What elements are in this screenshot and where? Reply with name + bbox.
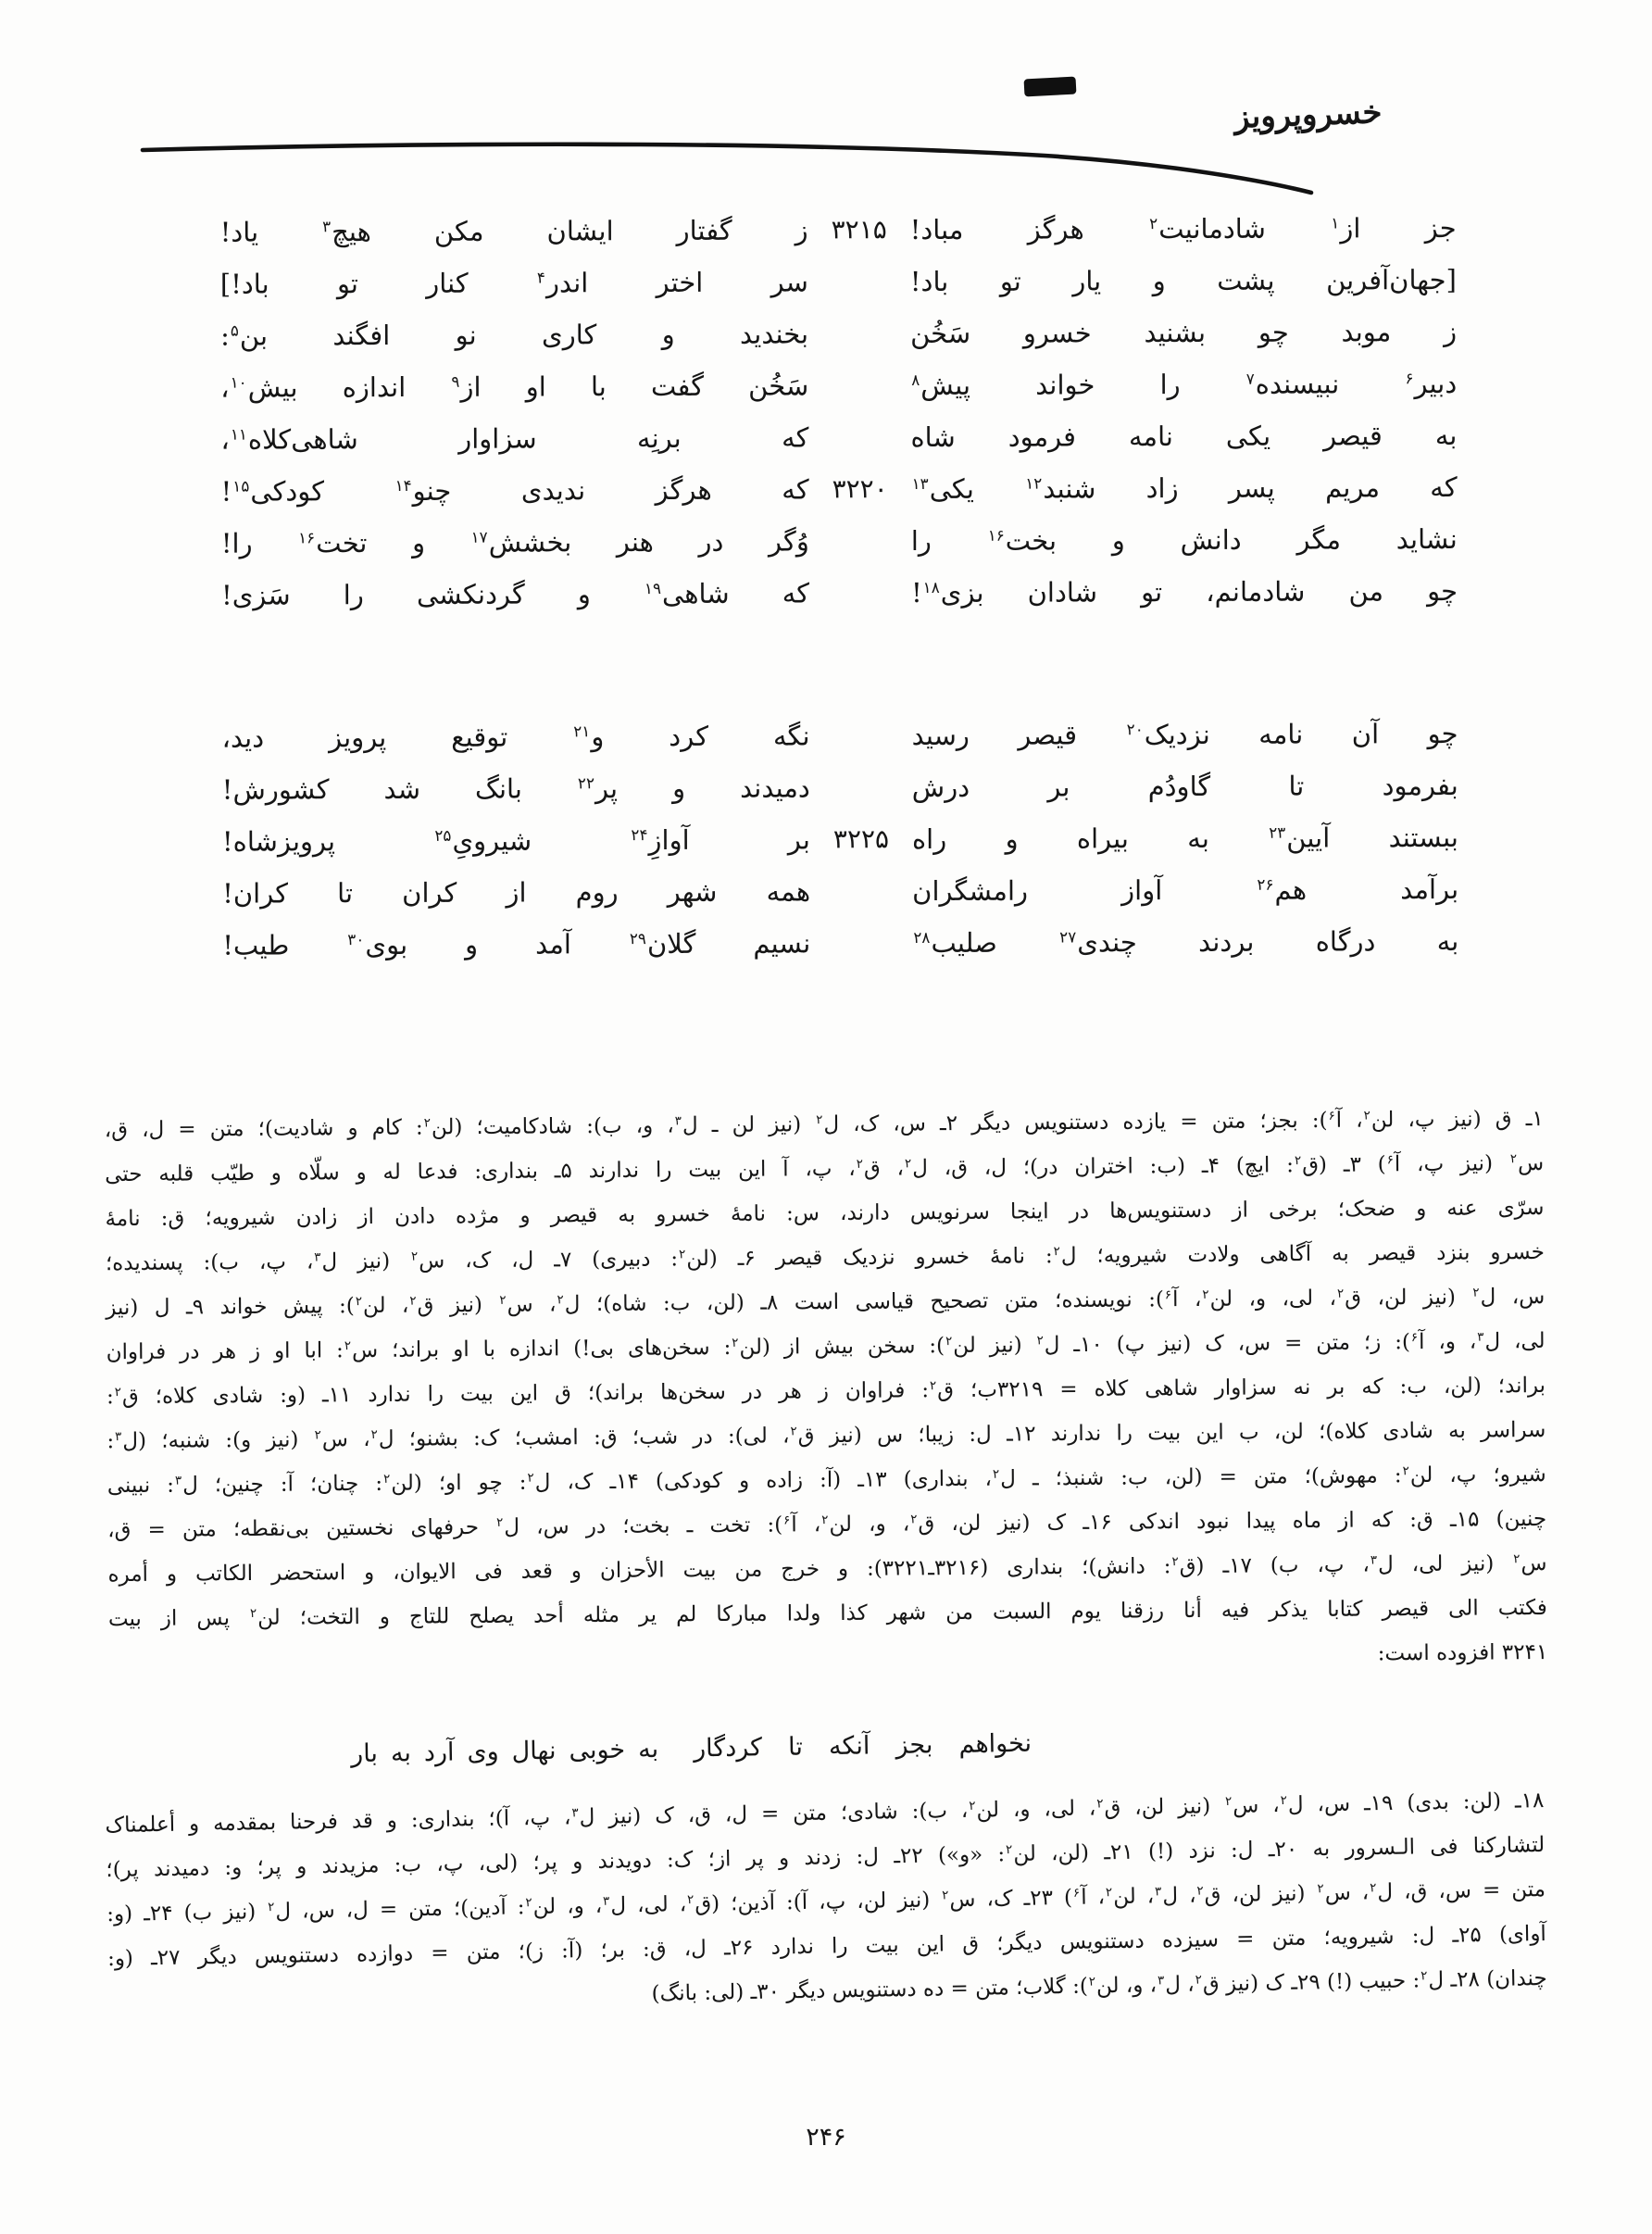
hemistich-first: ز موبد چو بشنید خسرو سَخُن <box>909 316 1458 350</box>
footnote-line: چندان) ۲۸ـ ل$^۲$: حبیب (!) ۲۹ـ ک (نیز ق$^۲$، ل$^۳$، و، لن$^۲$): گلاب؛ متن = ده دستنویس دیگر ۳۰ـ (لی: بانگ) <box>651 1965 1547 2006</box>
hemistich-second: بخندید و کاری نو افگند بن$^۵$: <box>219 318 809 352</box>
verse-number <box>809 515 911 567</box>
verse-number: ۳۲۲۵ <box>832 823 890 855</box>
verse-row <box>221 358 1457 414</box>
hemistich-second: که شاهی$^{۱۹}$ و گردنکشی را سَزی! <box>220 577 810 611</box>
verse-row <box>223 915 1458 972</box>
poem-group-2 <box>222 708 1458 972</box>
page-content <box>0 202 1652 2152</box>
hemistich-first: چو آن نامه نزدیک$^{۲۰}$ قیصر رسید <box>911 717 1458 752</box>
verse-number: ۳۲۱۵ <box>831 214 887 245</box>
verse-row <box>223 863 1458 920</box>
verse-number <box>808 359 910 411</box>
footnote-line: ۱۸ـ (لن: بدی) ۱۹ـ س، ل$^۲$، س$^۲$ (نیز لن، ق$^۲$، لی، و، لن$^۲$، ب): شادی؛ متن = ل، ق، ک (نیز ل$^۳$، پ، آ)؛ بنداری: و قد فرحنا بمقدمه و أعلمناک <box>105 1788 1545 1839</box>
footnotes-block-1 <box>105 1097 1548 1686</box>
poem-section <box>221 202 1459 972</box>
inserted-verse-second: به خوبی نهال وی آرد به بار <box>350 1735 659 1769</box>
footnote-line: س$^۲$ (نیز پ، آ$^۶$) ۳ـ (ق$^۲$: ایچ) ۴ـ (ب: اختران در)؛ ل، ق، ل$^۲$، ق$^۲$، پ، آ این بیت را ندارند ۵ـ بنداری: فدعا له و سلّاه و طیّب قلبه حتی <box>105 1151 1545 1187</box>
hemistich-second: بر آوازِ$^{۲۴}$ شیرویِ$^{۲۵}$ پرویزشاه! <box>221 823 811 858</box>
footnote-line: خسرو بنزد قیصر به آگاهی ولادت شیرویه؛ ل$^۲$: نامهٔ خسرو نزدیک قیصر ۶ـ (لن$^۲$: دبیری) ۷ـ ل، ک، س$^۲$ (نیز ل$^۳$، پ، ب): پسندیده؛ <box>105 1240 1545 1276</box>
verse-number <box>808 307 910 359</box>
footnote-line: لتشارکنا فی الـسرور به ۲۰ـ ل: نزد (!) ۲۱ـ (لن، لن$^۲$: «و») ۲۲ـ ل: زدند و پر از؛ ک: دویدند و پر؛ (لی، پ، ب: مزیدند و پر؛ و: دمیدند پر)؛ <box>106 1833 1546 1883</box>
hemistich-first: [جهان‌آفرین پشت و یار تو باد! <box>909 264 1457 298</box>
ink-smudge <box>1024 77 1077 97</box>
footnote-line: سرّی عنه و ضحک؛ برخی از دستنویس‌ها در اینجا سرنویس دارند، س: نامهٔ خسرو به قیصر و مژده دادن از زادن شیرویه؛ ق: نامهٔ <box>105 1196 1545 1232</box>
inserted-verse <box>106 1717 1546 1776</box>
hemistich-first: چو من شادمانم، تو شادان بزی$^{۱۸}$! <box>910 575 1458 609</box>
footnote-line: سراسر به شادی کلاه)؛ لن، ب این بیت را ندارند ۱۲ـ ل: زیبا؛ س (نیز ق$^۲$، لی): در شب؛ ق: امشب؛ ک: بشنو؛ ل$^۲$، س$^۲$ (نیز و): شنبه؛ (ل$^۳$: <box>106 1417 1546 1454</box>
hemistich-second: وُگر در هنر بخشش$^{۱۷}$ و تخت$^{۱۶}$ را! <box>220 525 809 559</box>
verse-number <box>810 917 912 969</box>
verse-number <box>809 567 911 619</box>
footnote-line: ۳۲۴۱ افزوده است: <box>1377 1639 1548 1666</box>
verse-number: ۳۲۲۰ <box>832 473 888 505</box>
footnote-line: س، ل$^۲$ (نیز لن، ق$^۲$، لی، و، لن$^۲$، آ$^۶$): نویسنده؛ متن تصحیح قیاسی است ۸ـ (لن، ب: شاه)؛ ل$^۲$، س$^۲$ (نیز ق$^۲$، لن$^۲$): پیش خواند ۹ـ ل (نیز <box>106 1285 1546 1321</box>
footnote-line: متن = س، ق، ل$^۲$، س$^۲$ (نیز لن، ق$^۲$، ل$^۳$، لن$^۲$، آ$^۶$) ۲۳ـ ک، س$^۲$ (نیز لن، پ، آ): آذین؛ (ق$^۲$، لی، ل$^۳$، و، لن$^۲$: آدین)؛ متن = ل، س، ل$^۲$ (نیز ب) ۲۴ـ (و: <box>106 1877 1546 1927</box>
hemistich-second: دمیدند و پر$^{۲۲}$ بانگ شد کشورش! <box>221 772 810 806</box>
hemistich-first: به قیصر یکی نامه فرمود شاه <box>910 420 1458 454</box>
verse-row <box>223 759 1458 816</box>
inserted-verse-first: نخواهم بجز آنکه تا کردگار <box>693 1728 1032 1763</box>
verse-row <box>222 461 1458 518</box>
hemistich-first: به درگاه بردند چندی$^{۲۷}$ صلیب$^{۲۸}$ <box>913 924 1459 959</box>
verse-row <box>222 513 1458 570</box>
verse-row <box>221 254 1457 310</box>
hemistich-second: ز گفتار ایشان مکن هیچ$^۳$ یاد! <box>219 214 808 248</box>
header-rule <box>137 135 1322 200</box>
hemistich-second: سَخُن گفت با او از$^۹$ اندازه بیش$^{۱۰}$، <box>220 370 809 404</box>
footnote-line: لی، ل$^۳$، و، آ$^۶$): ز؛ متن = س، ک (نیز پ) ۱۰ـ ل$^۲$ (نیز لن$^۲$): سخن بیش از (لن$^۲$: سخن‌های بی!) اندازه با او براند؛ س$^۲$: ابا او ز هر در فراوان <box>106 1329 1546 1365</box>
hemistich-second: نگه کرد و$^{۲۱}$ توقیع پرویز دید، <box>221 720 810 754</box>
verse-number <box>810 865 912 917</box>
hemistich-second: که برنِه سزاوار شاهی‌کلاه$^{۱۱}$، <box>220 421 809 456</box>
poem-group-1 <box>221 202 1458 621</box>
footnote-line: شیرو؛ پ، لن$^۲$: مهوش)؛ متن = (لن، ب: شنبذ؛ ـ ل$^۲$، بنداری) ۱۳ـ (آ: زاده و کودکی) ۱۴ـ ک، ل$^۲$: چو او؛ (لن$^۲$: چنان؛ آ: چنین؛ ل$^۳$: نبینی <box>106 1462 1546 1499</box>
verse-row <box>221 306 1457 362</box>
verse-number <box>809 709 911 761</box>
hemistich-second: که هرگز ندیدی چنو$^{۱۴}$ کودکی$^{۱۵}$! <box>220 473 809 508</box>
footnote-line: چنین) ۱۵ـ ق: که از ماه پیدا نبود اندکی ۱۶ـ ک (نیز لن، ق$^۲$، و، لن$^۲$، آ$^۶$): تخت ـ بخت؛ در س، ل$^۲$ حرفهای نخستین بی‌نقطه؛ متن = ق، <box>107 1506 1547 1543</box>
verse-row <box>222 708 1458 764</box>
verse-row <box>222 565 1458 621</box>
verse-row <box>221 409 1457 466</box>
hemistich-second: سر اختر اندر$^۴$ کنار تو باد!] <box>219 266 808 300</box>
hemistich-first: دبیر$^۶$ نبیسنده$^۷$ را خواند پیش$^۸$ <box>911 368 1458 402</box>
hemistich-first: جز از$^۱$ شادمانیت$^۲$ هرگز مباد! <box>909 212 1457 246</box>
footnote-line: س$^۲$ (نیز لی، ل$^۳$، پ، ب) ۱۷ـ (ق$^۲$: دانش)؛ بنداری (۳۲۱۶ـ۳۲۲۱): و خرج من بیت الأحزان و قعد فی الایوان، و استحضر الکاتب و أمره <box>107 1550 1547 1588</box>
hemistich-first: بفرمود تا گاودُم بر درش <box>911 769 1458 804</box>
hemistich-second: همه شهر روم از کران تا کران! <box>222 875 811 910</box>
verse-row <box>221 202 1457 258</box>
running-head: خسروپرویز <box>1233 94 1383 136</box>
verse-number <box>808 256 910 307</box>
hemistich-first: نشاید مگر دانش و بخت$^{۱۶}$ را <box>910 523 1458 558</box>
footnotes-block-2 <box>105 1778 1547 2026</box>
footnote-line: براند؛ (لن، ب: که بر نه سزاوار شاهی کلاه = ۳۲۱۹ب؛ ق$^۲$: فراوان ز هر در سخن‌ها براند)؛ ق این بیت را ندارد ۱۱ـ (و: شادی کلاه؛ ق$^۲$: <box>106 1374 1546 1410</box>
hemistich-first: که مریم پسر زاد شنبد$^{۱۲}$ یکی$^{۱۳}$ <box>911 471 1458 505</box>
verse-number <box>810 761 912 813</box>
hemistich-second: نسیم گلان$^{۲۹}$ آمد و بوی$^{۳۰}$ طیب! <box>222 927 811 961</box>
footnote-line: فکتب الی قیصر کتابا یذکر فیه أنا رزقنا یوم السبت من شهر کذا ولدا مبارکا لم یر مثله أحد یصلح للتاج و التخت؛ لن$^۲$ پس از بیت <box>107 1595 1547 1632</box>
hemistich-first: ببستند آیین$^{۲۳}$ به بیراه و راه <box>911 821 1459 856</box>
page-number: ۲۴۶ <box>806 2123 846 2152</box>
verse-row <box>223 811 1458 868</box>
footnote-line: ۱ـ ق (نیز پ، لن$^۲$، آ$^۶$): بجز؛ متن = یازده دستنویس دیگر ۲ـ س، ک، ل$^۲$ (نیز لن ـ ل$^۳$، و، ب): شادکامیت؛ (لن$^۲$: کام و شادیت)؛ متن = ل، ق، <box>104 1107 1544 1143</box>
verse-number <box>808 411 910 463</box>
footnote-line: آوای) ۲۵ـ ل: شیرویه؛ متن = سیزده دستنویس دیگر؛ ق این بیت را ندارد ۲۶ـ ل، ق: بر؛ (آ: ز)؛ متن = دوازده دستنویس دیگر ۲۷ـ (و: <box>106 1921 1547 1972</box>
hemistich-first: برآمد هم$^{۲۶}$ آواز رامشگران <box>912 872 1459 908</box>
